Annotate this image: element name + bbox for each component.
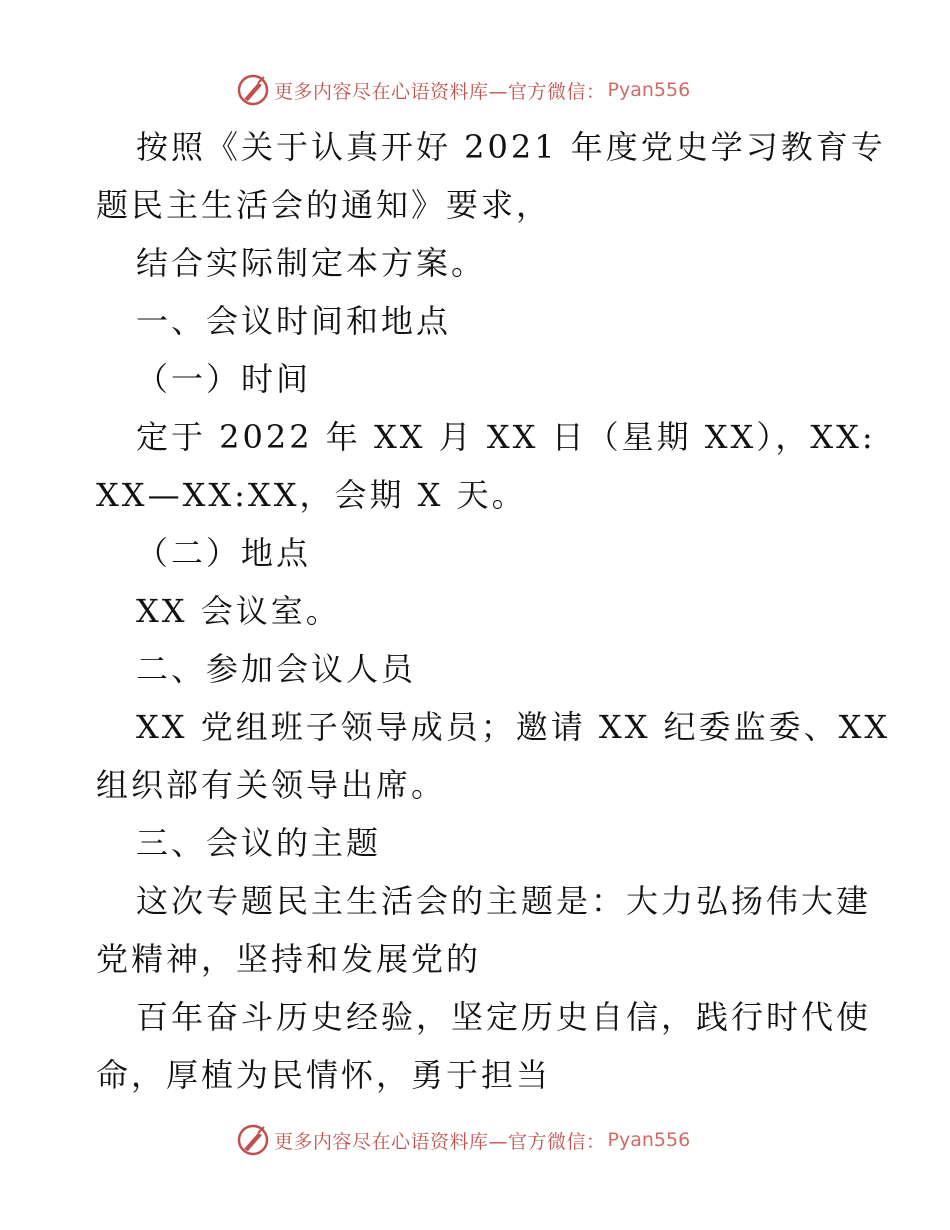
paragraph-line: 这次专题民主生活会的主题是：大力弘扬伟大建 (136, 882, 872, 920)
watermark-text: 更多内容尽在心语资料库—官方微信： (274, 80, 606, 103)
document-body (96, 118, 891, 1104)
paragraph-line: 按照《关于认真开好 2021 年度党史学习教育专 (136, 128, 886, 166)
section-heading: 三、会议的主题 (136, 824, 382, 862)
watermark-footer (236, 1122, 690, 1158)
paragraph-line: 党精神，坚持和发展党的 (96, 940, 482, 978)
paragraph-line: 结合实际制定本方案。 (136, 244, 487, 282)
paragraph-line: 百年奋斗历史经验，坚定历史自信，践行时代使 (136, 998, 872, 1036)
subsection-heading: （一）时间 (136, 360, 312, 398)
watermark-wechat-id: Pyan556 (607, 1129, 691, 1151)
paragraph-line: 题民主生活会的通知》要求， (96, 186, 552, 224)
section-heading: 一、会议时间和地点 (136, 302, 452, 340)
watermark-wechat-id: Pyan556 (607, 79, 691, 101)
paragraph-line: 组织部有关领导出席。 (96, 766, 447, 804)
paragraph-line: XX—XX:XX，会期 X 天。 (96, 476, 527, 514)
paragraph-line: XX 会议室。 (136, 592, 341, 630)
paragraph-line: 命，厚植为民情怀，勇于担当 (96, 1056, 552, 1094)
watermark-header (236, 72, 690, 108)
paragraph-line: XX 党组班子领导成员；邀请 XX 纪委监委、XX (136, 708, 891, 746)
watermark-text: 更多内容尽在心语资料库—官方微信： (274, 1130, 606, 1153)
quill-pen-icon (236, 73, 270, 107)
section-heading: 二、参加会议人员 (136, 650, 417, 688)
paragraph-line: 定于 2022 年 XX 月 XX 日（星期 XX），XX: (136, 418, 876, 456)
quill-pen-icon (236, 1123, 270, 1157)
subsection-heading: （二）地点 (136, 534, 312, 572)
